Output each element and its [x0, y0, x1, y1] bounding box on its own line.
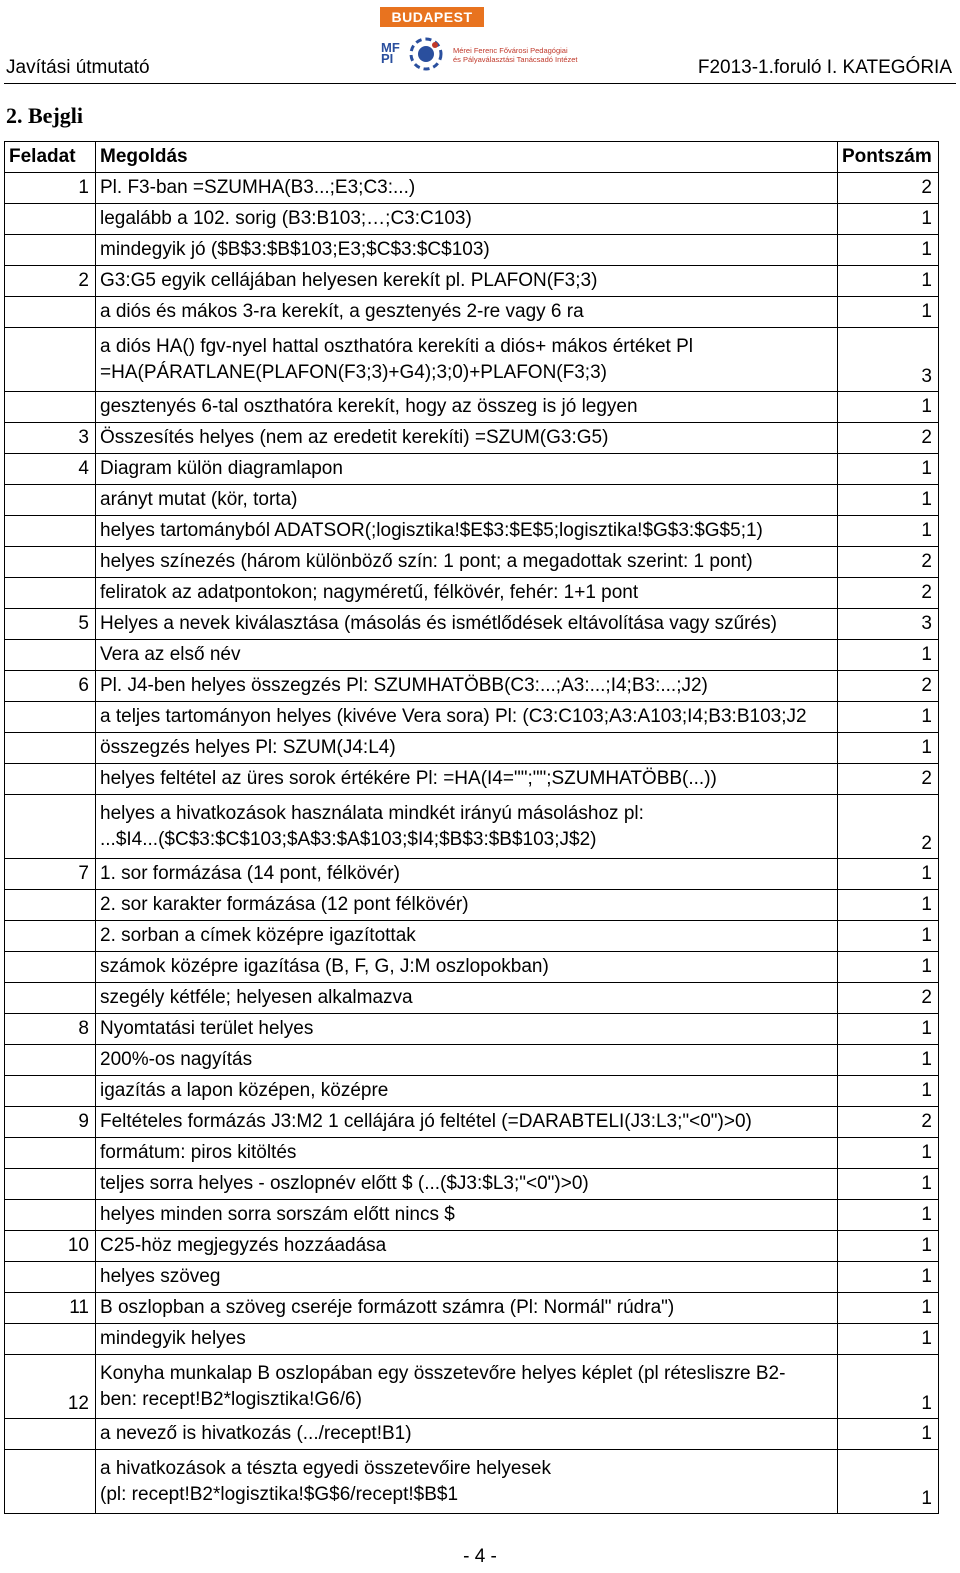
- table-row: [5, 1076, 939, 1107]
- points-cell: 1: [838, 235, 939, 266]
- table-row: [5, 297, 939, 328]
- header-divider: [4, 83, 956, 84]
- table-header-row: [5, 142, 939, 173]
- table-row: [5, 1169, 939, 1200]
- solution-cell: arányt mutat (kör, torta): [96, 485, 838, 516]
- points-cell: 1: [838, 640, 939, 671]
- points-cell: 3: [838, 609, 939, 640]
- task-cell: [5, 1076, 96, 1107]
- table-row: [5, 1262, 939, 1293]
- solution-cell: mindegyik helyes: [96, 1324, 838, 1355]
- points-cell: 2: [838, 1107, 939, 1138]
- points-cell: 1: [838, 485, 939, 516]
- points-cell: 2: [838, 578, 939, 609]
- scoring-table: [4, 141, 939, 1514]
- mfpi-logo: MF PI: [381, 40, 400, 66]
- task-cell: [5, 733, 96, 764]
- solution-cell: Diagram külön diagramlapon: [96, 454, 838, 485]
- points-cell: 1: [838, 1138, 939, 1169]
- table-row: [5, 952, 939, 983]
- table-row: [5, 702, 939, 733]
- task-cell: [5, 235, 96, 266]
- task-cell: [5, 297, 96, 328]
- task-cell: 9: [5, 1107, 96, 1138]
- points-cell: 1: [838, 1450, 939, 1514]
- solution-cell: helyes a hivatkozások használata mindkét irányú másoláshoz pl: ...$I4...($C$3:$C$103;$A$3:$A$103;$I4;$B$3:$B$103;J$2): [96, 795, 838, 859]
- solution-cell: 200%-os nagyítás: [96, 1045, 838, 1076]
- task-cell: [5, 1324, 96, 1355]
- table-row: [5, 764, 939, 795]
- task-cell: 11: [5, 1293, 96, 1324]
- solution-cell: Vera az első név: [96, 640, 838, 671]
- table-row: [5, 578, 939, 609]
- solution-cell: összegzés helyes Pl: SZUM(J4:L4): [96, 733, 838, 764]
- section-title: 2. Bejgli: [6, 103, 83, 128]
- points-cell: 2: [838, 795, 939, 859]
- points-cell: 1: [838, 1324, 939, 1355]
- task-cell: 12: [5, 1355, 96, 1419]
- solution-cell: Feltételes formázás J3:M2 1 cellájára jó feltétel (=DARABTELI(J3:L3;"<0")>0): [96, 1107, 838, 1138]
- points-cell: 1: [838, 1293, 939, 1324]
- task-cell: [5, 328, 96, 392]
- table-row: [5, 485, 939, 516]
- solution-cell: helyes tartományból ADATSOR(;logisztika!$E$3:$E$5;logisztika!$G$3:$G$5;1): [96, 516, 838, 547]
- solution-cell: helyes színezés (három különböző szín: 1 pont; a megadottak szerint: 1 pont): [96, 547, 838, 578]
- task-cell: [5, 1138, 96, 1169]
- solution-cell: teljes sorra helyes - oszlopnév előtt $ (...($J3:$L3;"<0")>0): [96, 1169, 838, 1200]
- task-cell: 5: [5, 609, 96, 640]
- points-cell: 1: [838, 1231, 939, 1262]
- task-cell: [5, 204, 96, 235]
- task-cell: 3: [5, 423, 96, 454]
- header-task: Feladat: [5, 142, 96, 173]
- table-row: [5, 733, 939, 764]
- task-cell: 1: [5, 173, 96, 204]
- points-cell: 2: [838, 983, 939, 1014]
- solution-cell: helyes minden sorra sorszám előtt nincs $: [96, 1200, 838, 1231]
- points-cell: 2: [838, 173, 939, 204]
- solution-cell: a teljes tartományon helyes (kivéve Vera sora) Pl: (C3:C103;A3:A103;I4;B3:B103;J2: [96, 702, 838, 733]
- institute-caption: Mérei Ferenc Fővárosi Pedagógiai és Pályaválasztási Tanácsadó Intézet: [453, 46, 578, 64]
- task-cell: [5, 547, 96, 578]
- task-cell: [5, 392, 96, 423]
- task-cell: [5, 890, 96, 921]
- points-cell: 1: [838, 1419, 939, 1450]
- task-cell: [5, 1262, 96, 1293]
- task-cell: [5, 1419, 96, 1450]
- table-row: [5, 235, 939, 266]
- table-row: [5, 921, 939, 952]
- points-cell: 1: [838, 1169, 939, 1200]
- solution-cell: formátum: piros kitöltés: [96, 1138, 838, 1169]
- solution-cell: szegély kétféle; helyesen alkalmazva: [96, 983, 838, 1014]
- solution-cell: gesztenyés 6-tal oszthatóra kerekít, hogy az összeg is jó legyen: [96, 392, 838, 423]
- points-cell: 1: [838, 921, 939, 952]
- task-cell: [5, 952, 96, 983]
- points-cell: 1: [838, 859, 939, 890]
- points-cell: 1: [838, 204, 939, 235]
- solution-cell: B oszlopban a szöveg cseréje formázott számra (Pl: Normál" rúdra"): [96, 1293, 838, 1324]
- task-cell: 10: [5, 1231, 96, 1262]
- table-row: [5, 1231, 939, 1262]
- institute-logo-icon: [405, 34, 447, 74]
- table-row: [5, 609, 939, 640]
- table-row: [5, 1324, 939, 1355]
- table-row: [5, 266, 939, 297]
- solution-cell: Konyha munkalap B oszlopában egy összetevőre helyes képlet (pl rétesliszre B2- ben: recept!B2*logisztika!G6/6): [96, 1355, 838, 1419]
- task-cell: 4: [5, 454, 96, 485]
- task-cell: [5, 983, 96, 1014]
- table-row: [5, 859, 939, 890]
- points-cell: 2: [838, 671, 939, 702]
- solution-cell: 1. sor formázása (14 pont, félkövér): [96, 859, 838, 890]
- table-row: [5, 1138, 939, 1169]
- table-row: [5, 454, 939, 485]
- solution-cell: a diós és mákos 3-ra kerekít, a gesztenyés 2-re vagy 6 ra: [96, 297, 838, 328]
- table-row: [5, 671, 939, 702]
- solution-cell: a hivatkozások a tészta egyedi összetevőire helyesek (pl: recept!B2*logisztika!$G$6/recept!$B$1: [96, 1450, 838, 1514]
- header-points: Pontszám: [838, 142, 939, 173]
- solution-cell: G3:G5 egyik cellájában helyesen kerekít pl. PLAFON(F3;3): [96, 266, 838, 297]
- task-cell: 6: [5, 671, 96, 702]
- header-right-text: F2013-1.foruló I. KATEGÓRIA: [697, 57, 952, 78]
- table-row: [5, 1293, 939, 1324]
- task-cell: [5, 921, 96, 952]
- table-row: [5, 547, 939, 578]
- solution-cell: legalább a 102. sorig (B3:B103;…;C3:C103): [96, 204, 838, 235]
- task-cell: [5, 795, 96, 859]
- task-cell: [5, 1169, 96, 1200]
- table-row: [5, 1200, 939, 1231]
- table-row: [5, 1107, 939, 1138]
- solution-cell: 2. sorban a címek középre igazítottak: [96, 921, 838, 952]
- solution-cell: a nevező is hivatkozás (.../recept!B1): [96, 1419, 838, 1450]
- solution-cell: Nyomtatási terület helyes: [96, 1014, 838, 1045]
- task-cell: [5, 1450, 96, 1514]
- table-row: [5, 1045, 939, 1076]
- points-cell: 1: [838, 392, 939, 423]
- points-cell: 1: [838, 1014, 939, 1045]
- points-cell: 1: [838, 516, 939, 547]
- table-row: [5, 1419, 939, 1450]
- task-cell: [5, 516, 96, 547]
- header-left-text: Javítási útmutató: [6, 57, 150, 78]
- points-cell: 1: [838, 266, 939, 297]
- table-row: [5, 328, 939, 392]
- points-cell: 1: [838, 454, 939, 485]
- points-cell: 1: [838, 702, 939, 733]
- points-cell: 1: [838, 1262, 939, 1293]
- table-row: [5, 392, 939, 423]
- table-row: [5, 1014, 939, 1045]
- points-cell: 1: [838, 297, 939, 328]
- table-row: [5, 1355, 939, 1419]
- solution-cell: Összesítés helyes (nem az eredetit kerekíti) =SZUM(G3:G5): [96, 423, 838, 454]
- task-cell: [5, 702, 96, 733]
- points-cell: 1: [838, 890, 939, 921]
- points-cell: 1: [838, 952, 939, 983]
- task-cell: [5, 1045, 96, 1076]
- budapest-logo: BUDAPEST: [380, 7, 484, 27]
- points-cell: 1: [838, 1355, 939, 1419]
- task-cell: [5, 578, 96, 609]
- points-cell: 2: [838, 547, 939, 578]
- solution-cell: C25-höz megjegyzés hozzáadása: [96, 1231, 838, 1262]
- solution-cell: Helyes a nevek kiválasztása (másolás és ismétlődések eltávolítása vagy szűrés): [96, 609, 838, 640]
- table-row: [5, 640, 939, 671]
- points-cell: 1: [838, 1076, 939, 1107]
- points-cell: 1: [838, 733, 939, 764]
- points-cell: 1: [838, 1045, 939, 1076]
- page-header: [0, 0, 960, 84]
- table-row: [5, 516, 939, 547]
- solution-cell: helyes szöveg: [96, 1262, 838, 1293]
- task-cell: [5, 485, 96, 516]
- solution-cell: 2. sor karakter formázása (12 pont félkövér): [96, 890, 838, 921]
- solution-cell: Pl. F3-ban =SZUMHA(B3...;E3;C3:...): [96, 173, 838, 204]
- task-cell: [5, 1200, 96, 1231]
- table-row: [5, 795, 939, 859]
- page-number: - 4 -: [463, 1546, 497, 1567]
- solution-cell: számok középre igazítása (B, F, G, J:M oszlopokban): [96, 952, 838, 983]
- table-row: [5, 423, 939, 454]
- points-cell: 3: [838, 328, 939, 392]
- task-cell: 8: [5, 1014, 96, 1045]
- task-cell: 2: [5, 266, 96, 297]
- solution-cell: mindegyik jó ($B$3:$B$103;E3;$C$3:$C$103): [96, 235, 838, 266]
- table-row: [5, 204, 939, 235]
- table-row: [5, 983, 939, 1014]
- table-row: [5, 890, 939, 921]
- solution-cell: Pl. J4-ben helyes összegzés Pl: SZUMHATÖBB(C3:...;A3:...;I4;B3:...;J2): [96, 671, 838, 702]
- points-cell: 2: [838, 423, 939, 454]
- points-cell: 2: [838, 764, 939, 795]
- solution-cell: a diós HA() fgv-nyel hattal oszthatóra kerekíti a diós+ mákos értéket Pl =HA(PÁRATLANE(PLAFON(F3;3)+G4);3;0)+PLAFON(F3;3): [96, 328, 838, 392]
- solution-cell: igazítás a lapon középen, középre: [96, 1076, 838, 1107]
- table-row: [5, 173, 939, 204]
- task-cell: [5, 640, 96, 671]
- points-cell: 1: [838, 1200, 939, 1231]
- task-cell: [5, 764, 96, 795]
- solution-cell: feliratok az adatpontokon; nagyméretű, félkövér, fehér: 1+1 pont: [96, 578, 838, 609]
- header-solution: Megoldás: [96, 142, 838, 173]
- table-row: [5, 1450, 939, 1514]
- task-cell: 7: [5, 859, 96, 890]
- solution-cell: helyes feltétel az üres sorok értékére Pl: =HA(I4="";"";SZUMHATÖBB(...)): [96, 764, 838, 795]
